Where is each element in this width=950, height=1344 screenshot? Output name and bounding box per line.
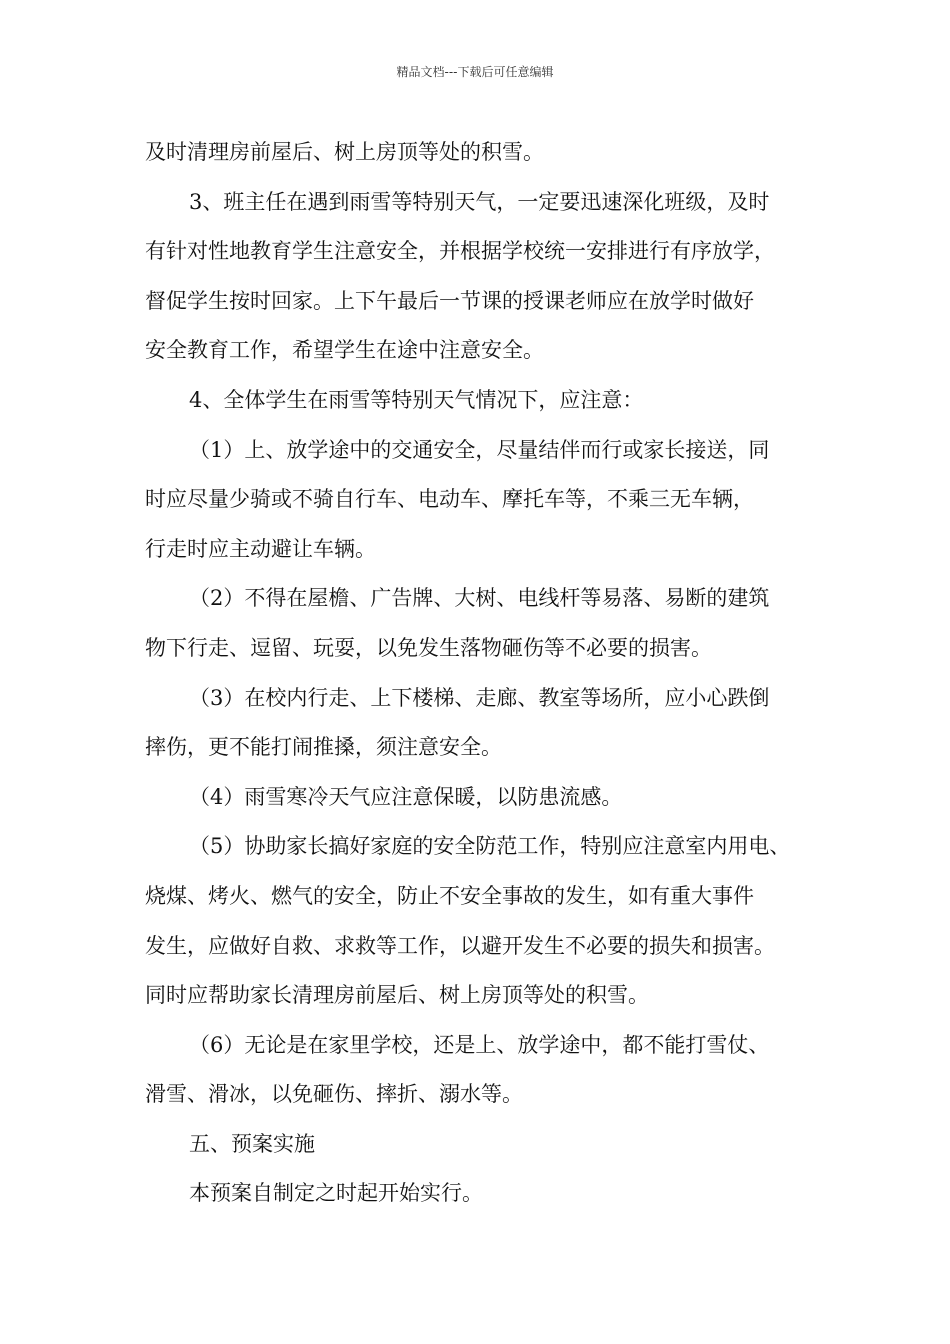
text-line: 有针对性地教育学生注意安全，并根据学校统一安排进行有序放学， <box>145 239 775 264</box>
text-line: 烧煤、烤火、燃气的安全，防止不安全事故的发生，如有重大事件 <box>145 883 754 908</box>
section-heading: 五、预案实施 <box>189 1131 315 1156</box>
page-header: 精品文档---下载后可任意编辑 <box>396 65 554 79</box>
text-line: 督促学生按时回家。上下午最后一节课的授课老师应在放学时做好 <box>145 288 754 313</box>
text-line: 行走时应主动避让车辆。 <box>145 536 376 561</box>
text-line: （1）上、放学途中的交通安全，尽量结伴而行或家长接送，同 <box>189 437 770 462</box>
text-line: 3、班主任在遇到雨雪等特别天气，一定要迅速深化班级，及时 <box>189 189 770 214</box>
text-line: （5）协助家长搞好家庭的安全防范工作，特别应注意室内用电、 <box>189 834 791 859</box>
text-line: 本预案自制定之时起开始实行。 <box>189 1181 483 1206</box>
text-line: 安全教育工作，希望学生在途中注意安全。 <box>145 338 544 363</box>
text-line: 发生，应做好自救、求救等工作，以避开发生不必要的损失和损害。 <box>145 933 775 958</box>
text-line: 同时应帮助家长清理房前屋后、树上房顶等处的积雪。 <box>145 983 649 1008</box>
text-line: 4、全体学生在雨雪等特别天气情况下，应注意： <box>189 387 644 412</box>
text-line: （4）雨雪寒冷天气应注意保暖，以防患流感。 <box>189 784 623 809</box>
text-line: 摔伤，更不能打闹推搡，须注意安全。 <box>145 735 502 760</box>
document-body <box>145 128 825 1219</box>
text-line: （3）在校内行走、上下楼梯、走廊、教室等场所，应小心跌倒 <box>189 685 770 710</box>
text-line: 滑雪、滑冰，以免砸伤、摔折、溺水等。 <box>145 1082 523 1107</box>
text-line: 物下行走、逗留、玩耍，以免发生落物砸伤等不必要的损害。 <box>145 635 712 660</box>
text-line: 时应尽量少骑或不骑自行车、电动车、摩托车等，不乘三无车辆， <box>145 487 754 512</box>
text-line: 及时清理房前屋后、树上房顶等处的积雪。 <box>145 140 544 164</box>
text-line: （2）不得在屋檐、广告牌、大树、电线杆等易落、易断的建筑 <box>189 586 770 611</box>
text-line: （6）无论是在家里学校，还是上、放学途中，都不能打雪仗、 <box>189 1032 770 1057</box>
